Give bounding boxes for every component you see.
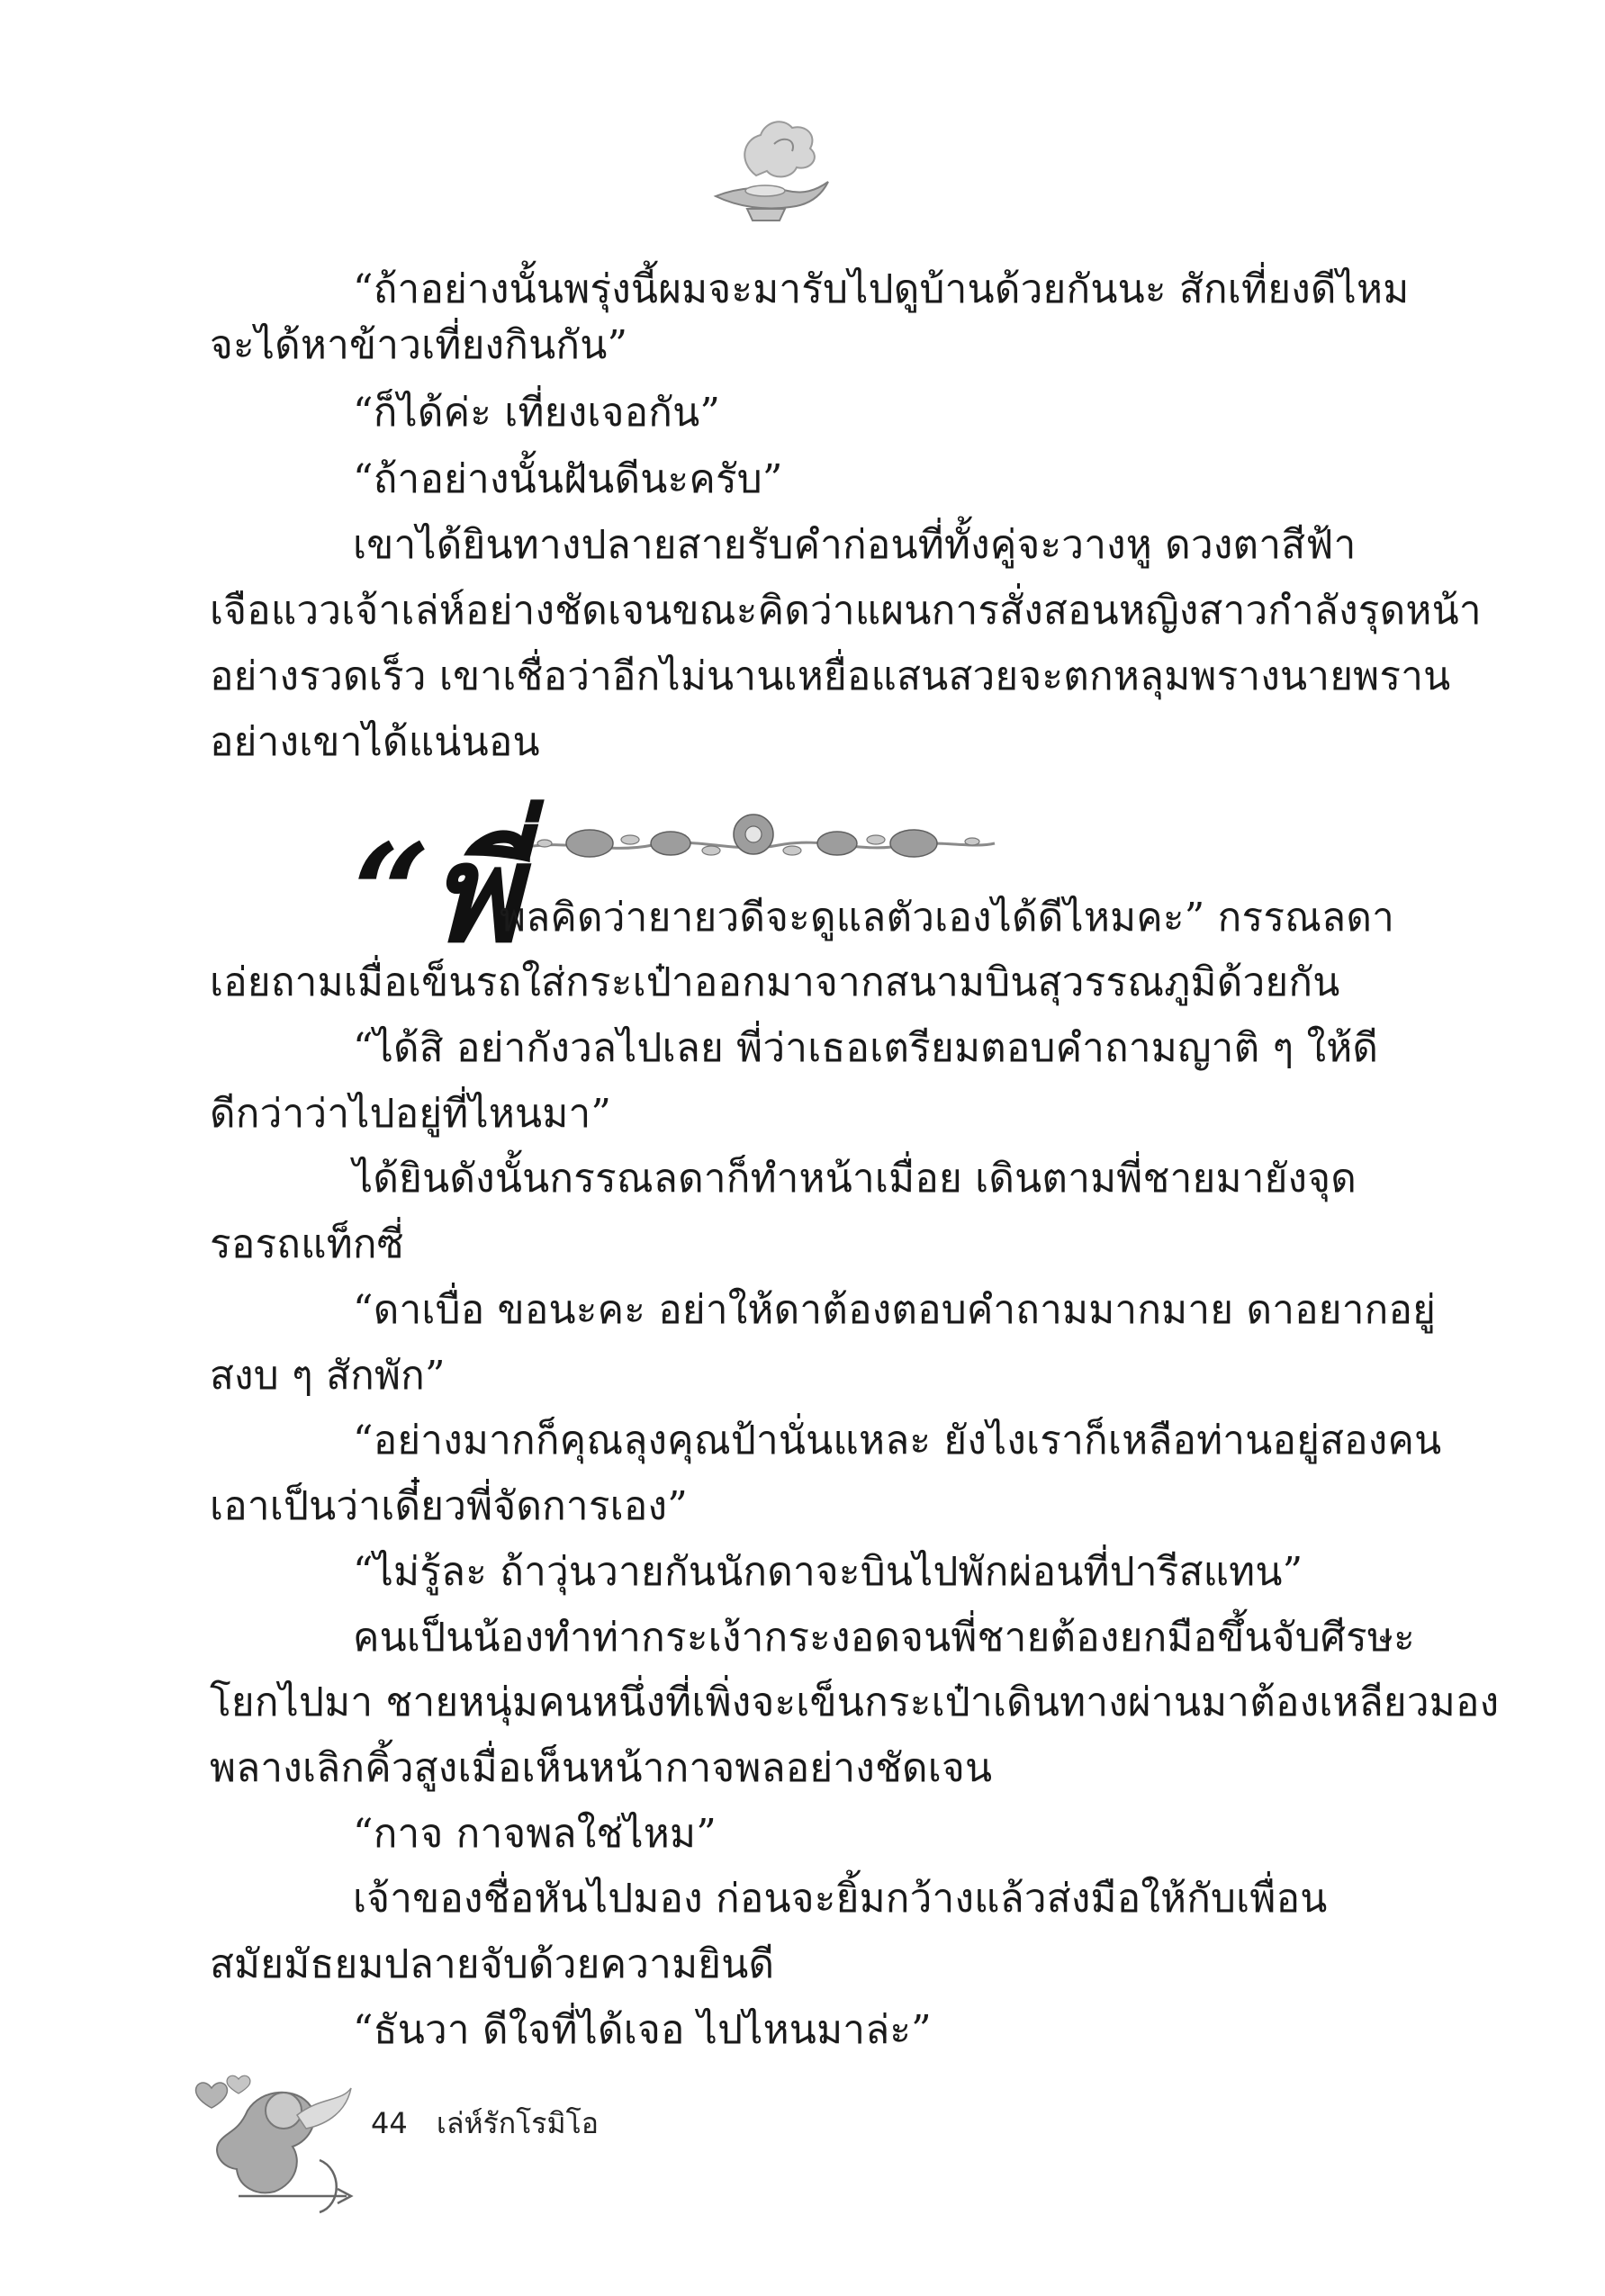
text-line: “ไม่รู้ละ ถ้าวุ่นวายกันนักดาจะบินไปพักผ่อนที่ปารีสแทน” <box>353 1549 1303 1595</box>
floral-divider <box>518 804 1004 876</box>
text-line: คนเป็นน้องทำท่ากระเง้ากระงอดจนพี่ชายต้องยกมือขึ้นจับศีรษะ <box>353 1615 1415 1661</box>
text-line: “อย่างมากก็คุณลุงคุณป้านั่นแหละ ยังไงเราก็เหลือท่านอยู่สองคน <box>353 1418 1442 1463</box>
text-line: เอ่ยถามเมื่อเข็นรถใส่กระเป๋าออกมาจากสนามบินสุวรรณภูมิด้วยกัน <box>210 959 1340 1005</box>
text-line: ได้ยินดังนั้นกรรณลดาก็ทำหน้าเมื่อย เดินตามพี่ชายมายังจุด <box>353 1156 1357 1202</box>
book-title: เล่ห์รักโรมิโอ <box>436 2106 599 2140</box>
text-line: “ธันวา ดีใจที่ได้เจอ ไปไหนมาล่ะ” <box>353 2007 932 2053</box>
text-line: โยกไปมา ชายหนุ่มคนหนึ่งที่เพิ่งจะเข็นกระเป๋าเดินทางผ่านมาต้องเหลียวมอง <box>210 1679 1500 1725</box>
text-line: “ดาเบื่อ ขอนะคะ อย่าให้ดาต้องตอบคำถามมากมาย ดาอยากอยู่ <box>353 1287 1437 1333</box>
text-line: “ได้สิ อย่ากังวลไปเลย พี่ว่าเธอเตรียมตอบคำถามญาติ ๆ ให้ดี <box>353 1025 1379 1071</box>
text-line: เอาเป็นว่าเดี๋ยวพี่จัดการเอง” <box>210 1483 688 1529</box>
text-line: เจือแววเจ้าเล่ห์อย่างชัดเจนขณะคิดว่าแผนการสั่งสอนหญิงสาวกำลังรุดหน้า <box>210 588 1482 634</box>
text-line: สมัยมัธยมปลายจับด้วยความยินดี <box>210 1941 775 1987</box>
text-line: ดีกว่าว่าไปอยู่ที่ไหนมา” <box>210 1091 612 1137</box>
text-line: “กาจ กาจพลใช่ไหม” <box>353 1811 717 1857</box>
text-line: อย่างรวดเร็ว เขาเชื่อว่าอีกไม่นานเหยื่อแสนสวยจะตกหลุมพรางนายพราน <box>210 653 1451 699</box>
text-line: พลคิดว่ายายวดีจะดูแลตัวเองได้ดีไหมคะ” กรรณลดา <box>500 895 1395 941</box>
text-line: “ถ้าอย่างนั้นฝันดีนะครับ” <box>353 456 783 502</box>
text-line: จะได้หาข้าวเที่ยงกินกัน” <box>210 322 628 368</box>
drop-cap: “พี่ <box>353 815 520 973</box>
page-footer <box>371 2094 599 2152</box>
text-line: รอรถแท็กซี่ <box>210 1221 404 1267</box>
text-line: พลางเลิกคิ้วสูงเมื่อเห็นหน้ากาจพลอย่างชัดเจน <box>210 1745 993 1791</box>
genie-lamp-icon <box>702 108 837 230</box>
text-line: เขาได้ยินทางปลายสายรับคำก่อนที่ทั้งคู่จะวางหู ดวงตาสีฟ้า <box>353 522 1357 568</box>
text-line: เจ้าของชื่อหันไปมอง ก่อนจะยิ้มกว้างแล้วส่งมือให้กับเพื่อน <box>353 1876 1328 1922</box>
text-line: อย่างเขาได้แน่นอน <box>210 719 540 765</box>
text-line: “ก็ได้ค่ะ เที่ยงเจอกัน” <box>353 390 721 436</box>
page-number: 44 <box>371 2106 408 2140</box>
cupid-icon <box>185 2061 365 2214</box>
text-line: สงบ ๆ สักพัก” <box>210 1353 446 1399</box>
text-line: “ถ้าอย่างนั้นพรุ่งนี้ผมจะมารับไปดูบ้านด้วยกันนะ สักเที่ยงดีไหม <box>353 266 1410 312</box>
